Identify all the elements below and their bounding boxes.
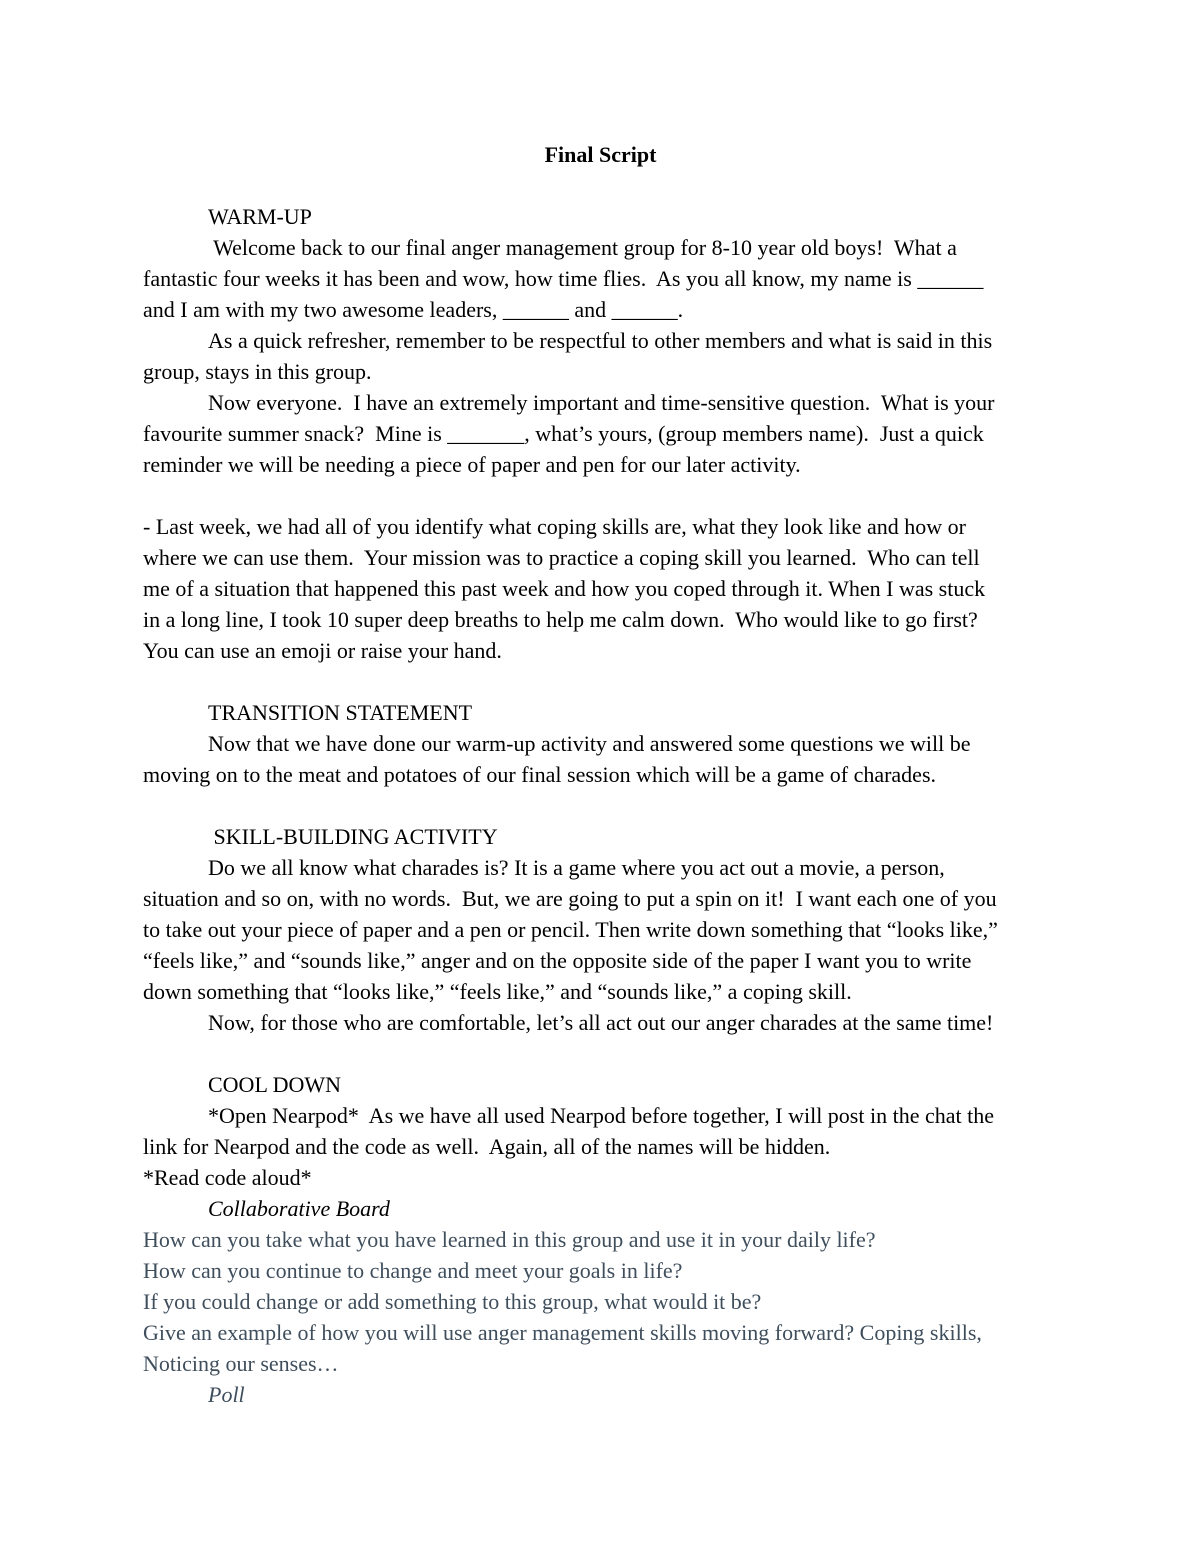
blank-line: [143, 170, 1058, 201]
text-line: reminder we will be needing a piece of paper and pen for our later activity.: [143, 452, 801, 477]
question-line: If you could change or add something to this group, what would it be?: [143, 1289, 762, 1314]
heading-transition-statement: TRANSITION STATEMENT: [208, 700, 473, 725]
text-line: Welcome back to our final anger management group for 8-10 year old boys! What a: [208, 235, 957, 260]
text-line: where we can use them. Your mission was to practice a coping skill you learned. Who can tell: [143, 545, 980, 570]
question-line: How can you continue to change and meet your goals in life?: [143, 1258, 683, 1283]
text-line: down something that “looks like,” “feels like,” and “sounds like,” a coping skill.: [143, 979, 852, 1004]
question-line: Give an example of how you will use anger management skills moving forward? Coping skills,: [143, 1320, 982, 1345]
heading-skill-building-activity: SKILL-BUILDING ACTIVITY: [208, 824, 498, 849]
question-line: How can you take what you have learned in this group and use it in your daily life?: [143, 1227, 876, 1252]
text-line: Now, for those who are comfortable, let’s all act out our anger charades at the same time!: [208, 1010, 994, 1035]
text-line: fantastic four weeks it has been and wow, how time flies. As you all know, my name is ______: [143, 266, 984, 291]
text-line: *Open Nearpod* As we have all used Nearpod before together, I will post in the chat the: [208, 1103, 994, 1128]
text-line: Now everyone. I have an extremely important and time-sensitive question. What is your: [208, 390, 995, 415]
text-line: group, stays in this group.: [143, 359, 372, 384]
text-line: Now that we have done our warm-up activity and answered some questions we will be: [208, 731, 971, 756]
blank-line: [143, 480, 1058, 511]
text-line: situation and so on, with no words. But, we are going to put a spin on it! I want each one of you: [143, 886, 997, 911]
text-line: “feels like,” and “sounds like,” anger and on the opposite side of the paper I want you to write: [143, 948, 972, 973]
text-line: - Last week, we had all of you identify what coping skills are, what they look like and how or: [143, 514, 966, 539]
document-title: Final Script: [544, 142, 657, 167]
subheading-poll: Poll: [208, 1382, 245, 1407]
text-line: favourite summer snack? Mine is _______, what’s yours, (group members name). Just a quick: [143, 421, 984, 446]
blank-line: [143, 666, 1058, 697]
text-line: As a quick refresher, remember to be respectful to other members and what is said in this: [208, 328, 993, 353]
text-line: *Read code aloud*: [143, 1165, 312, 1190]
heading-cool-down: COOL DOWN: [208, 1072, 341, 1097]
text-line: and I am with my two awesome leaders, ______ and ______.: [143, 297, 684, 322]
blank-line: [143, 790, 1058, 821]
subheading-collaborative-board: Collaborative Board: [208, 1196, 390, 1221]
text-line: in a long line, I took 10 super deep breaths to help me calm down. Who would like to go first?: [143, 607, 978, 632]
question-line: Noticing our senses…: [143, 1351, 339, 1376]
text-line: Do we all know what charades is? It is a game where you act out a movie, a person,: [208, 855, 945, 880]
text-line: moving on to the meat and potatoes of our final session which will be a game of charades.: [143, 762, 937, 787]
blank-line: [143, 1038, 1058, 1069]
text-line: You can use an emoji or raise your hand.: [143, 638, 502, 663]
text-line: to take out your piece of paper and a pen or pencil. Then write down something that “looks like,”: [143, 917, 998, 942]
heading-warm-up: WARM-UP: [208, 204, 312, 229]
text-line: link for Nearpod and the code as well. Again, all of the names will be hidden.: [143, 1134, 831, 1159]
text-line: me of a situation that happened this past week and how you coped through it. When I was stuck: [143, 576, 986, 601]
